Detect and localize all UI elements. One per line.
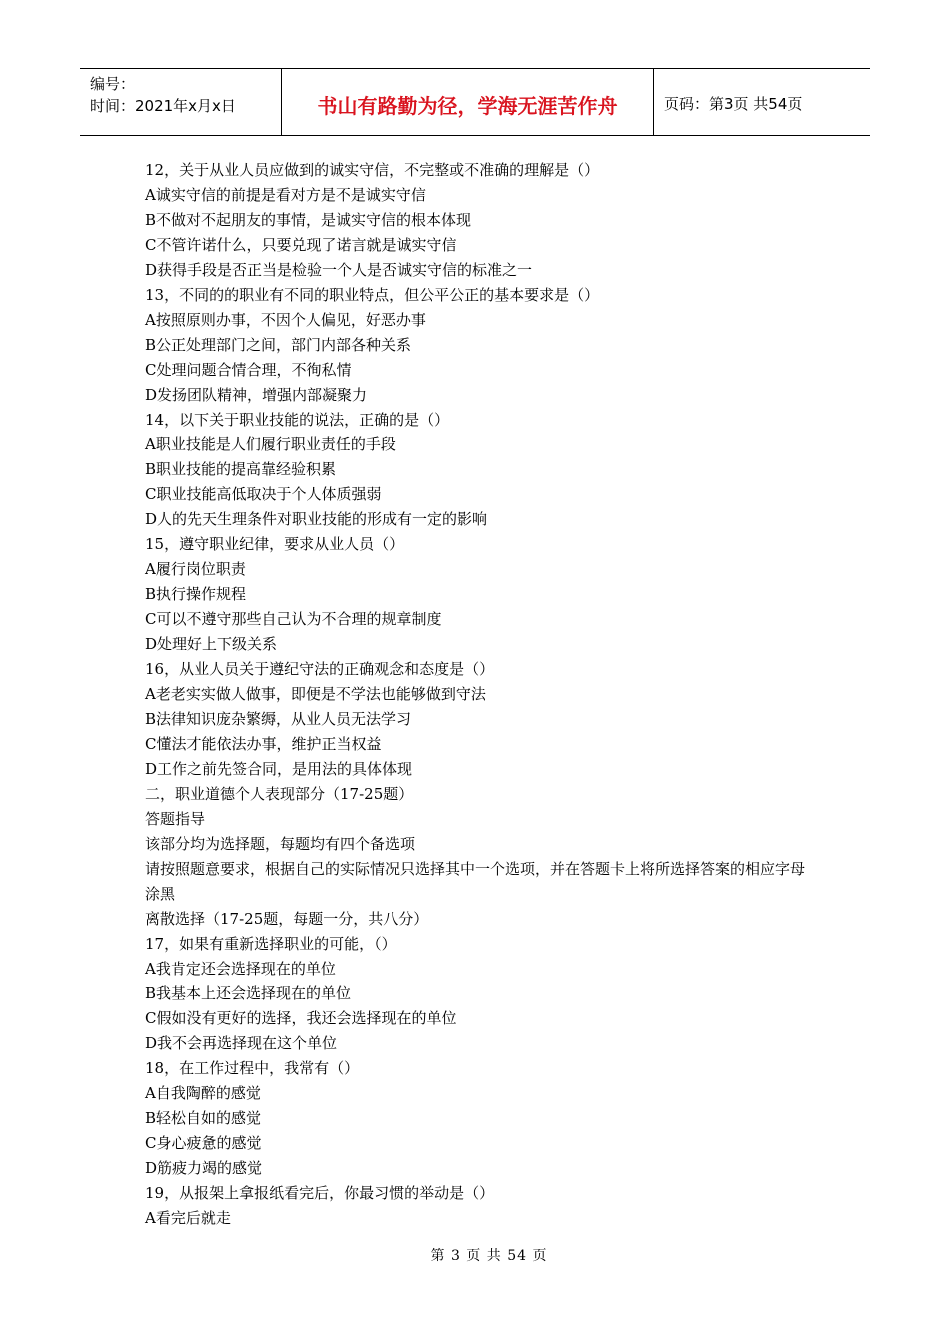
text-line: D获得手段是否正当是检验一个人是否诚实守信的标准之一	[145, 260, 533, 279]
text-line: 12，关于从业人员应做到的诚实守信，不完整或不准确的理解是（）	[145, 161, 600, 179]
text-line: A自我陶醉的感觉	[145, 1084, 261, 1103]
header-meta	[80, 69, 282, 135]
text-line: B法律知识庞杂繁缛，从业人员无法学习	[145, 709, 412, 728]
text-line: B我基本上还会选择现在的单位	[145, 984, 352, 1003]
text-line: C身心疲惫的感觉	[145, 1134, 262, 1153]
page-footer: 第 3 页 共 54 页	[430, 1248, 548, 1264]
text-line: 17，如果有重新选择职业的可能，（）	[145, 934, 397, 953]
text-line: 19，从报架上拿报纸看完后，你最习惯的举动是（）	[145, 1184, 495, 1203]
text-line: A职业技能是人们履行职业责任的手段	[145, 435, 396, 454]
header-motto: 书山有路勤为径，学海无涯苦作舟	[282, 69, 654, 135]
text-line: 16，从业人员关于遵纪守法的正确观念和态度是（）	[145, 660, 495, 679]
text-line: 离散选择（17-25题，每题一分，共八分）	[145, 909, 429, 928]
text-line: C处理问题合情合理，不徇私情	[145, 360, 352, 379]
text-line: A我肯定还会选择现在的单位	[145, 959, 336, 978]
document-body	[145, 158, 815, 1231]
text-line: C不管许诺什么，只要兑现了诺言就是诚实守信	[145, 235, 457, 254]
header-page-info: 页码：第3页 共54页	[664, 94, 803, 113]
text-line: D人的先天生理条件对职业技能的形成有一定的影响	[145, 510, 488, 529]
text-line: B轻松自如的感觉	[145, 1109, 262, 1128]
text-line: B公正处理部门之间，部门内部各种关系	[145, 335, 412, 354]
text-line: 请按照题意要求，根据自己的实际情况只选择其中一个选项，并在答题卡上将所选择答案的相应字母涂黑	[145, 859, 806, 903]
page-header	[80, 68, 870, 136]
text-line: A按照原则办事，不因个人偏见，好恶办事	[145, 310, 426, 329]
text-line: C懂法才能依法办事，维护正当权益	[145, 734, 382, 753]
text-line: 该部分均为选择题，每题均有四个备选项	[145, 834, 416, 853]
text-line: C可以不遵守那些自己认为不合理的规章制度	[145, 610, 442, 629]
text-line: 二，职业道德个人表现部分（17-25题）	[145, 784, 414, 803]
text-line: B不做对不起朋友的事情，是诚实守信的根本体现	[145, 210, 472, 229]
text-line: C职业技能高低取决于个人体质强弱	[145, 485, 382, 504]
text-line: D发扬团队精神，增强内部凝聚力	[145, 385, 368, 404]
text-line: B执行操作规程	[145, 585, 247, 604]
text-line: B职业技能的提高靠经验积累	[145, 460, 337, 479]
text-line: 18，在工作过程中，我常有（）	[145, 1059, 360, 1078]
text-line: D我不会再选择现在这个单位	[145, 1034, 338, 1053]
text-line: A诚实守信的前提是看对方是不是诚实守信	[145, 185, 426, 204]
text-line: 答题指导	[145, 809, 206, 828]
text-line: D处理好上下级关系	[145, 635, 278, 654]
text-line: 13，不同的的职业有不同的职业特点，但公平公正的基本要求是（）	[145, 285, 600, 304]
text-line: 15，遵守职业纪律，要求从业人员（）	[145, 535, 405, 554]
text-line: A看完后就走	[145, 1209, 231, 1228]
text-line: D筋疲力竭的感觉	[145, 1159, 263, 1178]
text-line: A履行岗位职责	[145, 560, 246, 579]
number-label: 编号：	[90, 75, 136, 93]
text-line: A老老实实做人做事，即便是不学法也能够做到守法	[145, 685, 486, 704]
date-label: 时间：2021年x月x日	[90, 97, 236, 115]
text-line: C假如没有更好的选择，我还会选择现在的单位	[145, 1009, 457, 1028]
text-line: D工作之前先签合同，是用法的具体体现	[145, 759, 413, 778]
text-line: 14，以下关于职业技能的说法，正确的是（）	[145, 410, 450, 429]
